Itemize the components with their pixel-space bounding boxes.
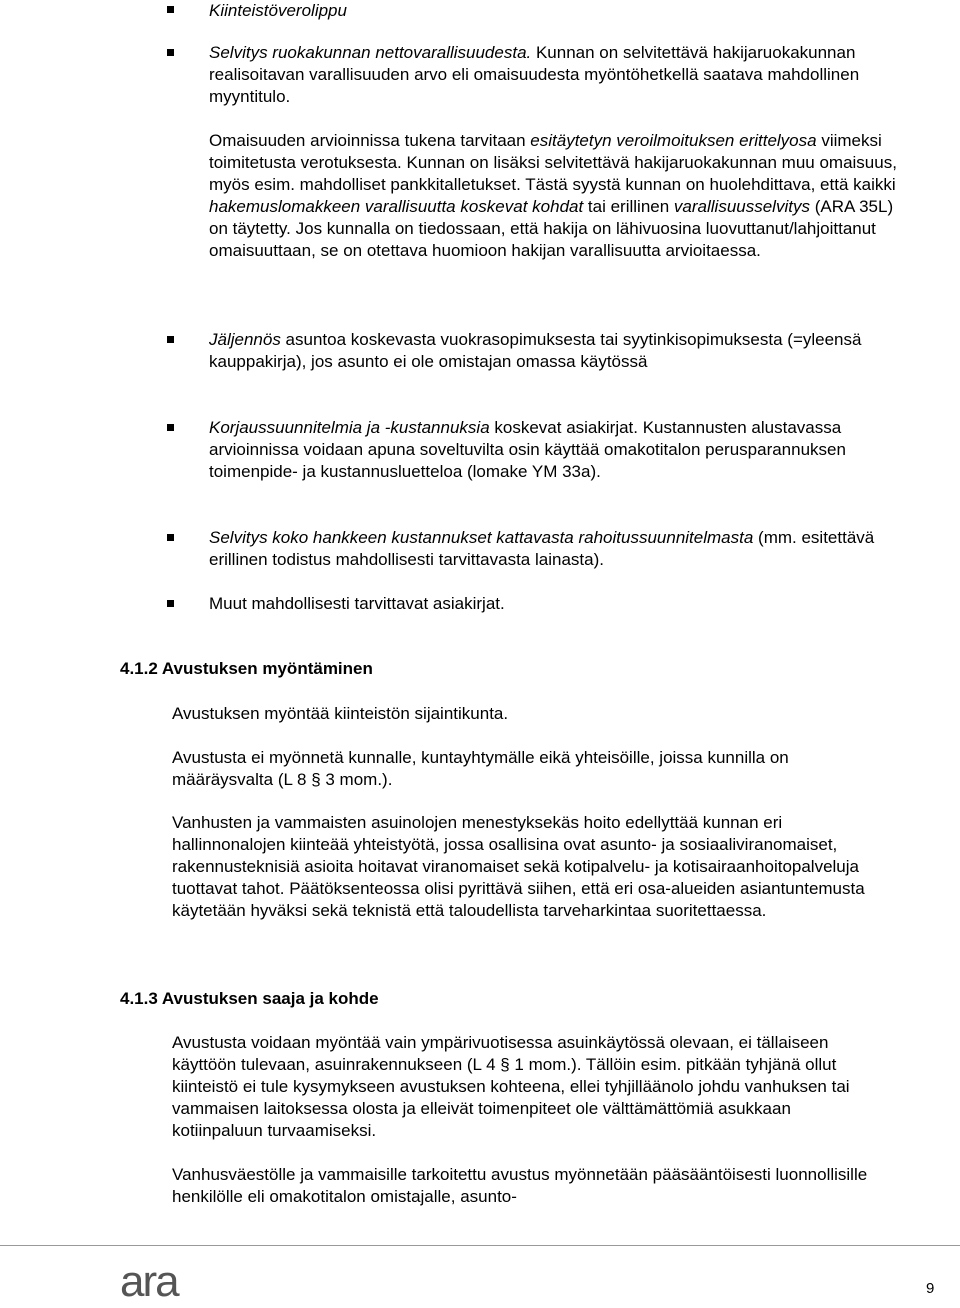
bullet-marker (167, 49, 174, 56)
section-heading: 4.1.2 Avustuksen myöntäminen (120, 659, 373, 678)
bullet-paragraph: Omaisuuden arvioinnissa tukena tarvitaan esitäytetyn veroilmoituksen erittelyosa viimeksi toimitetusta verotuksesta. Kunnan on lisäksi selvitettävä hakijaruokakunnan muu omaisuus, myös esim. mahdolliset pankkitalletukset. Tästä syystä kunnan on huolehdittava, että kaikki hakemuslomakkeen varallisuutta koskevat kohdat tai erillinen varallisuusselvitys (ARA 35L) on täytetty. Jos kunnalla on tiedossaan, että hakija on lähivuosina luovuttanut/lahjoittanut omaisuuttaan, se on otettava huomioon hakijan varallisuutta arvioitaessa. (209, 131, 897, 260)
bullet-marker (167, 600, 174, 607)
bullet-item: Jäljennös asuntoa koskevasta vuokrasopimuksesta tai syytinkisopimuksesta (=yleensä kauppakirja), jos asunto ei ole omistajan omassa käytössä (209, 330, 862, 371)
paragraph: Vanhusten ja vammaisten asuinolojen menestyksekäs hoito edellyttää kunnan eri hallinnonalojen kiinteää yhteistyötä, jossa osallisina ovat asunto- ja sosiaaliviranomaiset, rakennusteknisiä asioita hoitavat viranomaiset sekä kotipalvelu- ja kotisairaanhoitopalveluja tuottavat tahot. Päätöksenteossa olisi pyrittävä siihen, että eri osa-alueiden asiantuntemusta käytetään hyväksi sekä teknistä että taloudellista tarveharkintaa suoritettaessa. (172, 813, 865, 920)
bullet-item: Muut mahdollisesti tarvittavat asiakirjat. (209, 594, 505, 613)
section-heading: 4.1.3 Avustuksen saaja ja kohde (120, 989, 379, 1008)
bullet-marker (167, 336, 174, 343)
bullet-item: Korjaussuunnitelmia ja -kustannuksia koskevat asiakirjat. Kustannusten alustavassa arvioinnissa voidaan apuna soveltuvilta osin käyttää omakotitalon perusparannuksen toimenpide- ja kustannusluetteloa (lomake YM 33a). (209, 418, 846, 481)
bullet-item: Selvitys ruokakunnan nettovarallisuudesta. Kunnan on selvitettävä hakijaruokakunnan realisoitavan varallisuuden arvo eli omaisuudesta myöntöhetkellä saatava mahdollinen myyntitulo. (209, 43, 860, 106)
ara-logo-mark (120, 1262, 190, 1302)
svg-text:ara: ara (120, 1262, 178, 1302)
bullet-item: Kiinteistöverolippu (209, 1, 347, 20)
footer-divider (0, 1245, 960, 1246)
paragraph: Avustuksen myöntää kiinteistön sijaintikunta. (172, 704, 509, 723)
bullet-marker (167, 424, 174, 431)
paragraph: Vanhusväestölle ja vammaisille tarkoitettu avustus myönnetään pääsääntöisesti luonnollisille henkilölle eli omakotitalon omistajalle, asunto- (172, 1165, 868, 1206)
bullet-item: Selvitys koko hankkeen kustannukset kattavasta rahoitussuunnitelmasta (mm. esitettävä erillinen todistus mahdollisesti tarvittavasta lainasta). (209, 528, 875, 569)
bullet-marker (167, 534, 174, 541)
page-number: 9 (926, 1280, 935, 1297)
bullet-marker (167, 6, 174, 13)
paragraph: Avustusta ei myönnetä kunnalle, kuntayhtymälle eikä yhteisöille, joissa kunnilla on määräysvalta (L 8 § 3 mom.). (172, 748, 789, 789)
paragraph: Avustusta voidaan myöntää vain ympärivuotisessa asuinkäytössä olevaan, ei tällaiseen käyttöön tulevaan, asuinrakennukseen (L 4 § 1 mom.). Tällöin esim. pitkään tyhjänä ollut kiinteistö ei tule kysymykseen avustuksen kohteena, ellei tyhjilläänolo johdu vanhuksen tai vammaisen laitoksessa olosta ja elleivät toimenpiteet ole välttämättömiä asukkaan kotiinpaluun turvaamiseksi. (172, 1033, 850, 1140)
ara-logo (120, 1262, 190, 1308)
